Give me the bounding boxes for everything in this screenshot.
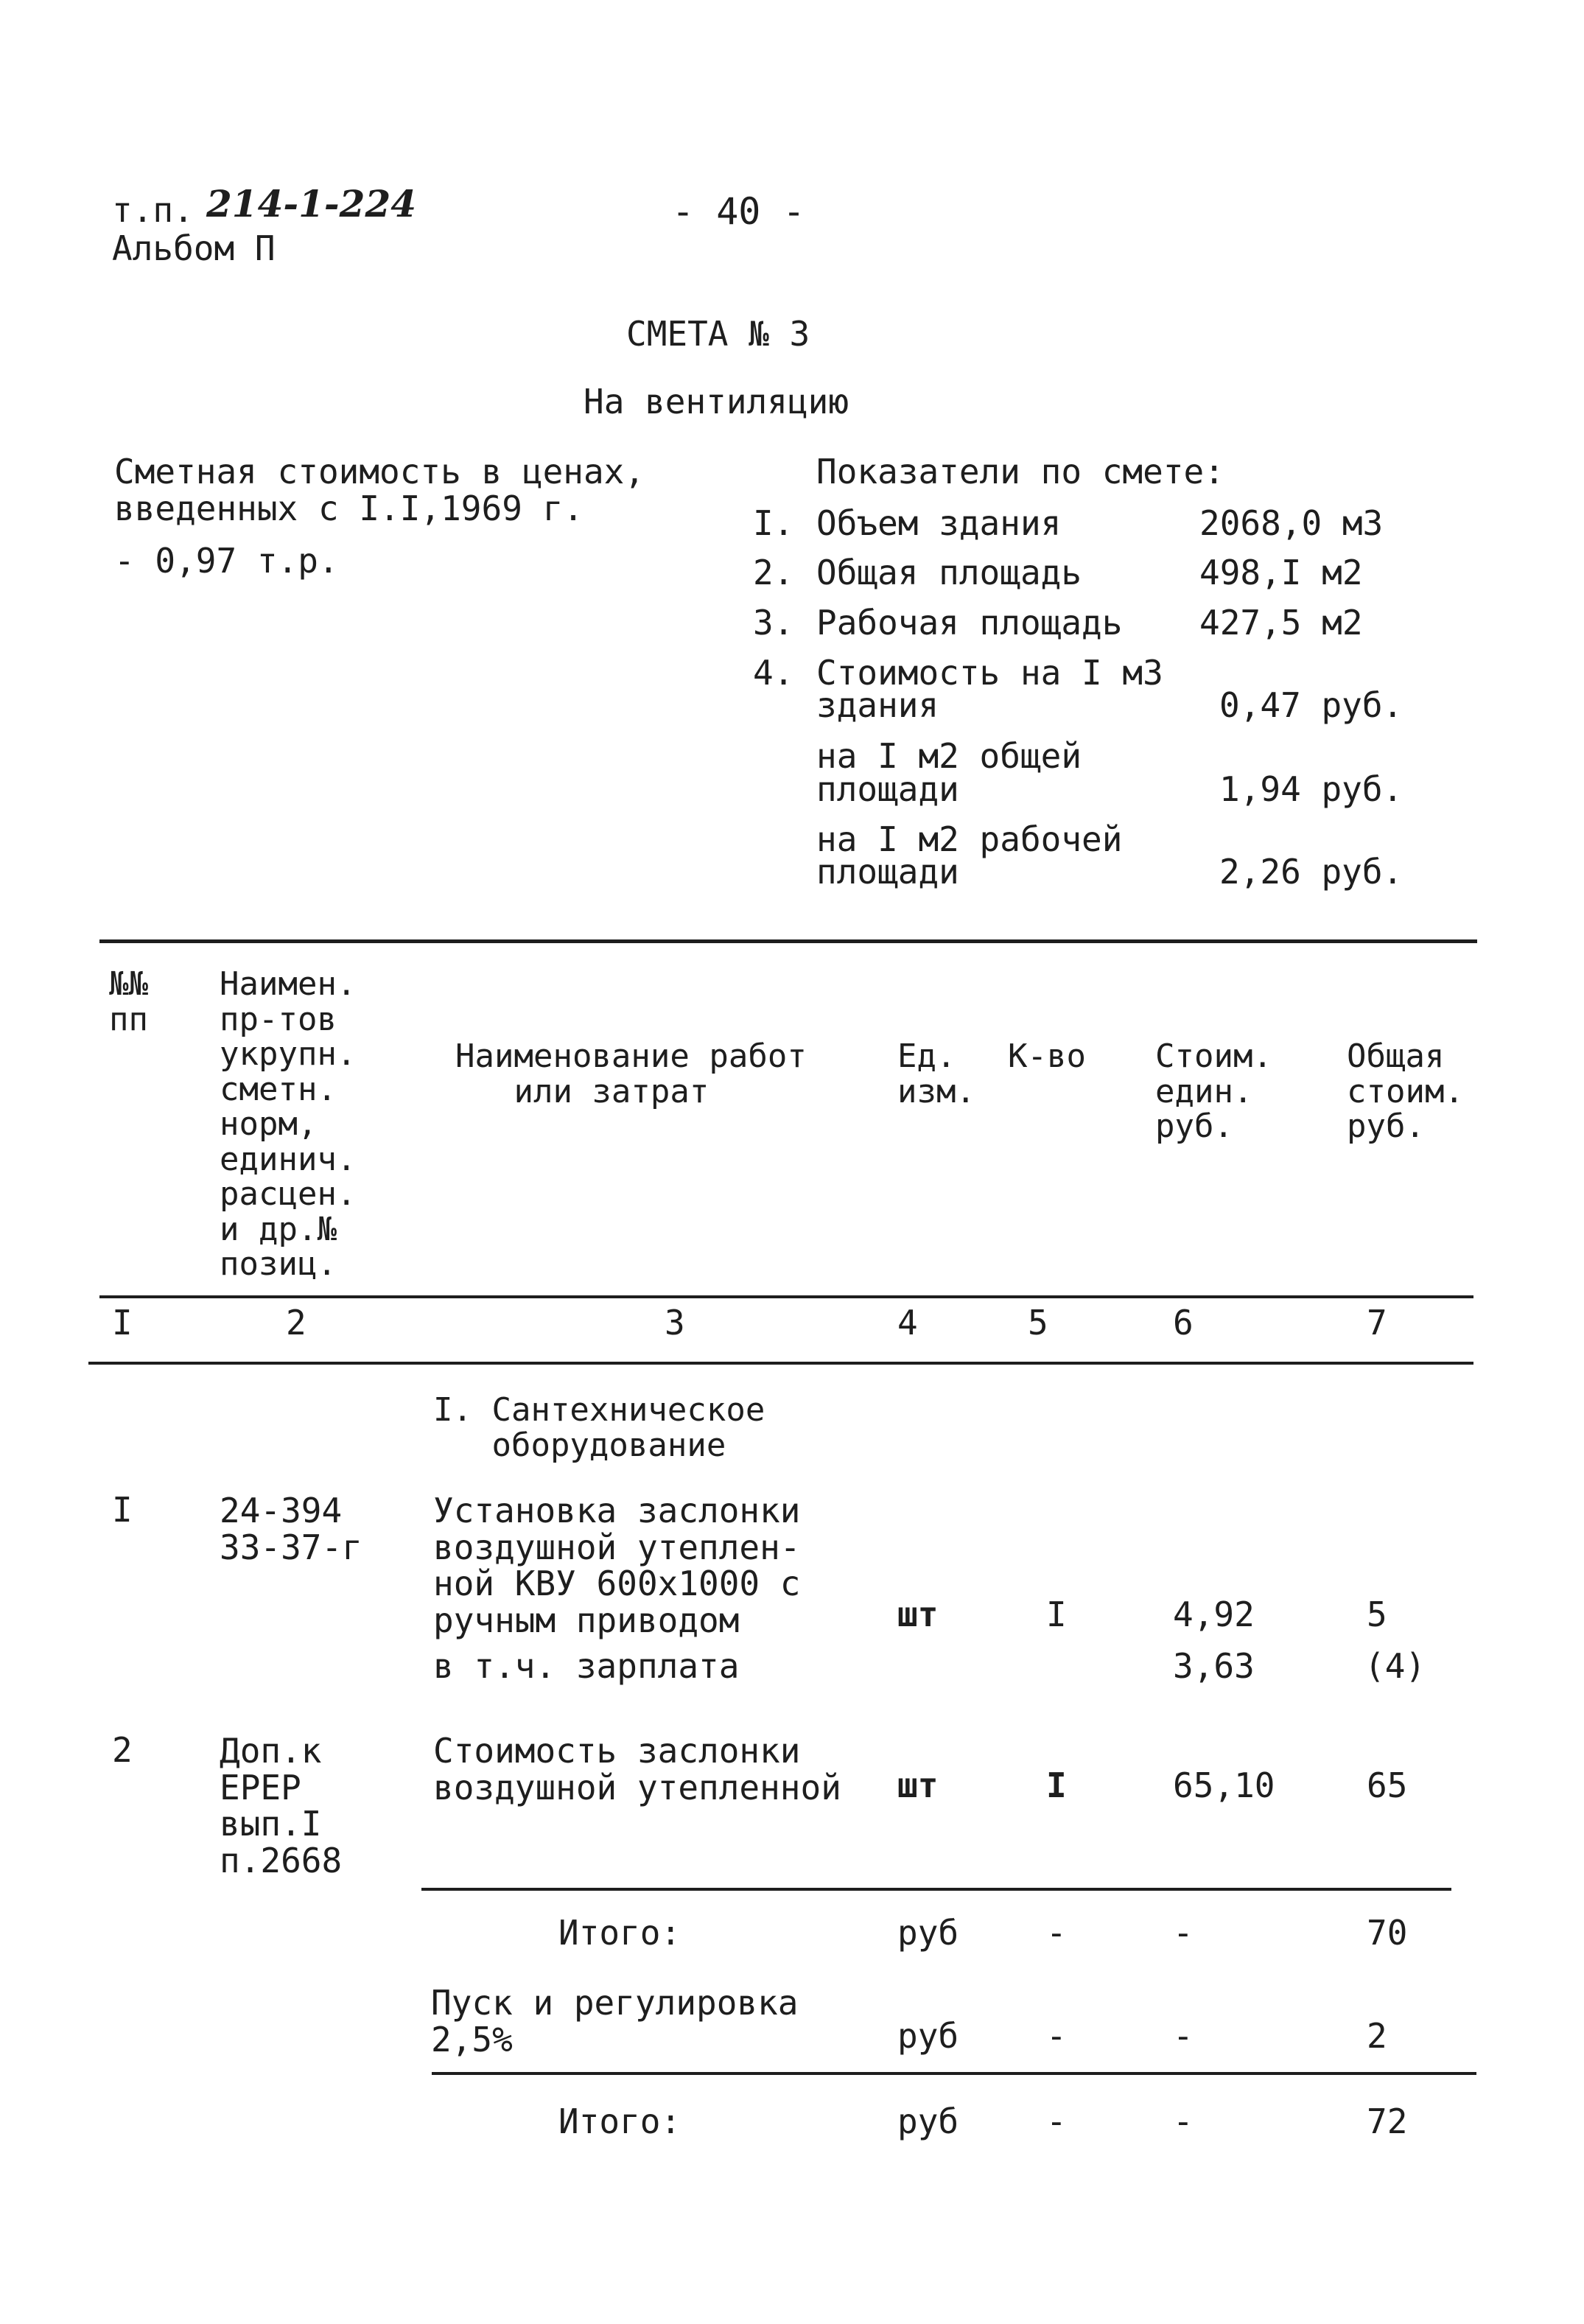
column-number: 2 (286, 1303, 306, 1343)
summary-unit-cost: - (1173, 2101, 1194, 2141)
column-number: 3 (665, 1303, 685, 1343)
indicator-sub-label: на I м2 рабочей (816, 819, 1123, 859)
indicator-label: Общая площадь (816, 553, 1082, 592)
summary-label: Итого: (558, 1913, 681, 1953)
indicator-sub-value: 1,94 руб. (1219, 769, 1403, 809)
summary-total: 72 (1367, 2101, 1408, 2141)
indicator-value: 2068,0 м3 (1199, 503, 1384, 543)
summary-unit-cost: - (1173, 2016, 1194, 2056)
summary-label: Пуск и регулировка 2,5% (431, 1983, 799, 2059)
indicator-value: 427,5 м2 (1199, 603, 1363, 643)
row-number: I (112, 1490, 133, 1530)
column-number: 4 (897, 1303, 918, 1343)
summary-unit: руб (897, 1913, 959, 1953)
row-description: Стоимость заслонки воздушной утепленной (433, 1731, 841, 1807)
row-qty: I (1046, 1595, 1067, 1634)
column-numbers-top-rule (99, 1295, 1473, 1298)
row-number: 2 (112, 1730, 133, 1770)
indicator-label: Объем здания (816, 503, 1062, 543)
row-sub-description: в т.ч. зарплата (433, 1646, 740, 1686)
row-total: 65 (1367, 1765, 1408, 1805)
indicator-label-cont: здания (816, 685, 939, 725)
indicator-num: I. (753, 503, 794, 543)
header-col-unit: Ед. изм. (897, 1037, 975, 1110)
summary-qty: - (1046, 2101, 1067, 2141)
album-label: Альбом П (112, 228, 276, 268)
summary-unit-cost: - (1173, 1913, 1194, 1953)
row-unit: шт (897, 1765, 939, 1805)
summary-unit: руб (897, 2101, 959, 2141)
tp-number: 214-1-224 (206, 182, 417, 225)
section-title: I. Сантехническое оборудование (433, 1391, 765, 1464)
cost-note-line3: - 0,97 т.р. (114, 541, 339, 581)
row-code: 24-394 33-37-г (220, 1491, 362, 1567)
row-total: 5 (1367, 1595, 1387, 1634)
header-col-qty: К-во (1008, 1037, 1086, 1075)
indicator-label: Стоимость на I м3 (816, 653, 1163, 693)
summary-qty: - (1046, 2016, 1067, 2056)
tp-prefix: т.п. (112, 190, 194, 230)
header-col-num: №№ пп (109, 965, 148, 1038)
indicator-sub-label-cont: площади (816, 852, 959, 892)
smeta-title: СМЕТА № 3 (626, 314, 810, 354)
header-col-code: Наимен. пр-тов укрупн. сметн. норм, единич. расцен. и др.№ позиц. (220, 965, 357, 1284)
indicator-sub-label-cont: площади (816, 769, 959, 809)
row-unit-cost: 65,10 (1173, 1765, 1275, 1805)
header-col-desc: Наименование работ или затрат (455, 1037, 807, 1110)
indicator-sub-label: на I м2 общей (816, 736, 1082, 776)
header-col-unit-cost: Стоим. един. руб. (1155, 1037, 1272, 1146)
row-unit: шт (897, 1595, 939, 1634)
row-sub-total: (4) (1364, 1646, 1426, 1686)
page-number: - 40 - (672, 190, 805, 233)
row-sub-unit-cost: 3,63 (1173, 1646, 1255, 1686)
summary-label: Итого: (558, 2101, 681, 2141)
indicator-value: 498,I м2 (1199, 553, 1363, 592)
indicator-sub-value: 2,26 руб. (1219, 852, 1403, 892)
summary-unit: руб (897, 2016, 959, 2056)
indicator-num: 3. (753, 603, 794, 643)
row-description: Установка заслонки воздушной утеплен- ной КВУ 600х1000 с ручным приводом (433, 1491, 801, 1641)
cost-note-line2: введенных с I.I,1969 г. (114, 489, 584, 528)
indicator-value: 0,47 руб. (1219, 685, 1403, 725)
column-numbers-bottom-rule (88, 1362, 1473, 1365)
indicator-label: Рабочая площадь (816, 603, 1123, 643)
summary-qty: - (1046, 1913, 1067, 1953)
table-top-rule (99, 939, 1477, 943)
smeta-subject: На вентиляцию (584, 382, 849, 421)
summary-total: 2 (1367, 2016, 1387, 2056)
summary-rule (432, 2072, 1476, 2075)
column-number: 5 (1028, 1303, 1048, 1343)
column-number: I (112, 1303, 133, 1343)
column-number: 6 (1173, 1303, 1194, 1343)
row-unit-cost: 4,92 (1173, 1595, 1255, 1634)
indicators-heading: Показатели по смете: (816, 452, 1224, 491)
summary-rule (421, 1888, 1451, 1891)
column-number: 7 (1367, 1303, 1387, 1343)
header-col-total: Общая стоим. руб. (1347, 1037, 1464, 1146)
cost-note-line1: Сметная стоимость в ценах, (114, 452, 645, 491)
summary-total: 70 (1367, 1913, 1408, 1953)
row-qty: I (1046, 1765, 1067, 1805)
row-code: Доп.к ЕРЕР вып.I п.2668 (220, 1731, 343, 1881)
indicator-num: 4. (753, 653, 794, 693)
indicator-num: 2. (753, 553, 794, 592)
